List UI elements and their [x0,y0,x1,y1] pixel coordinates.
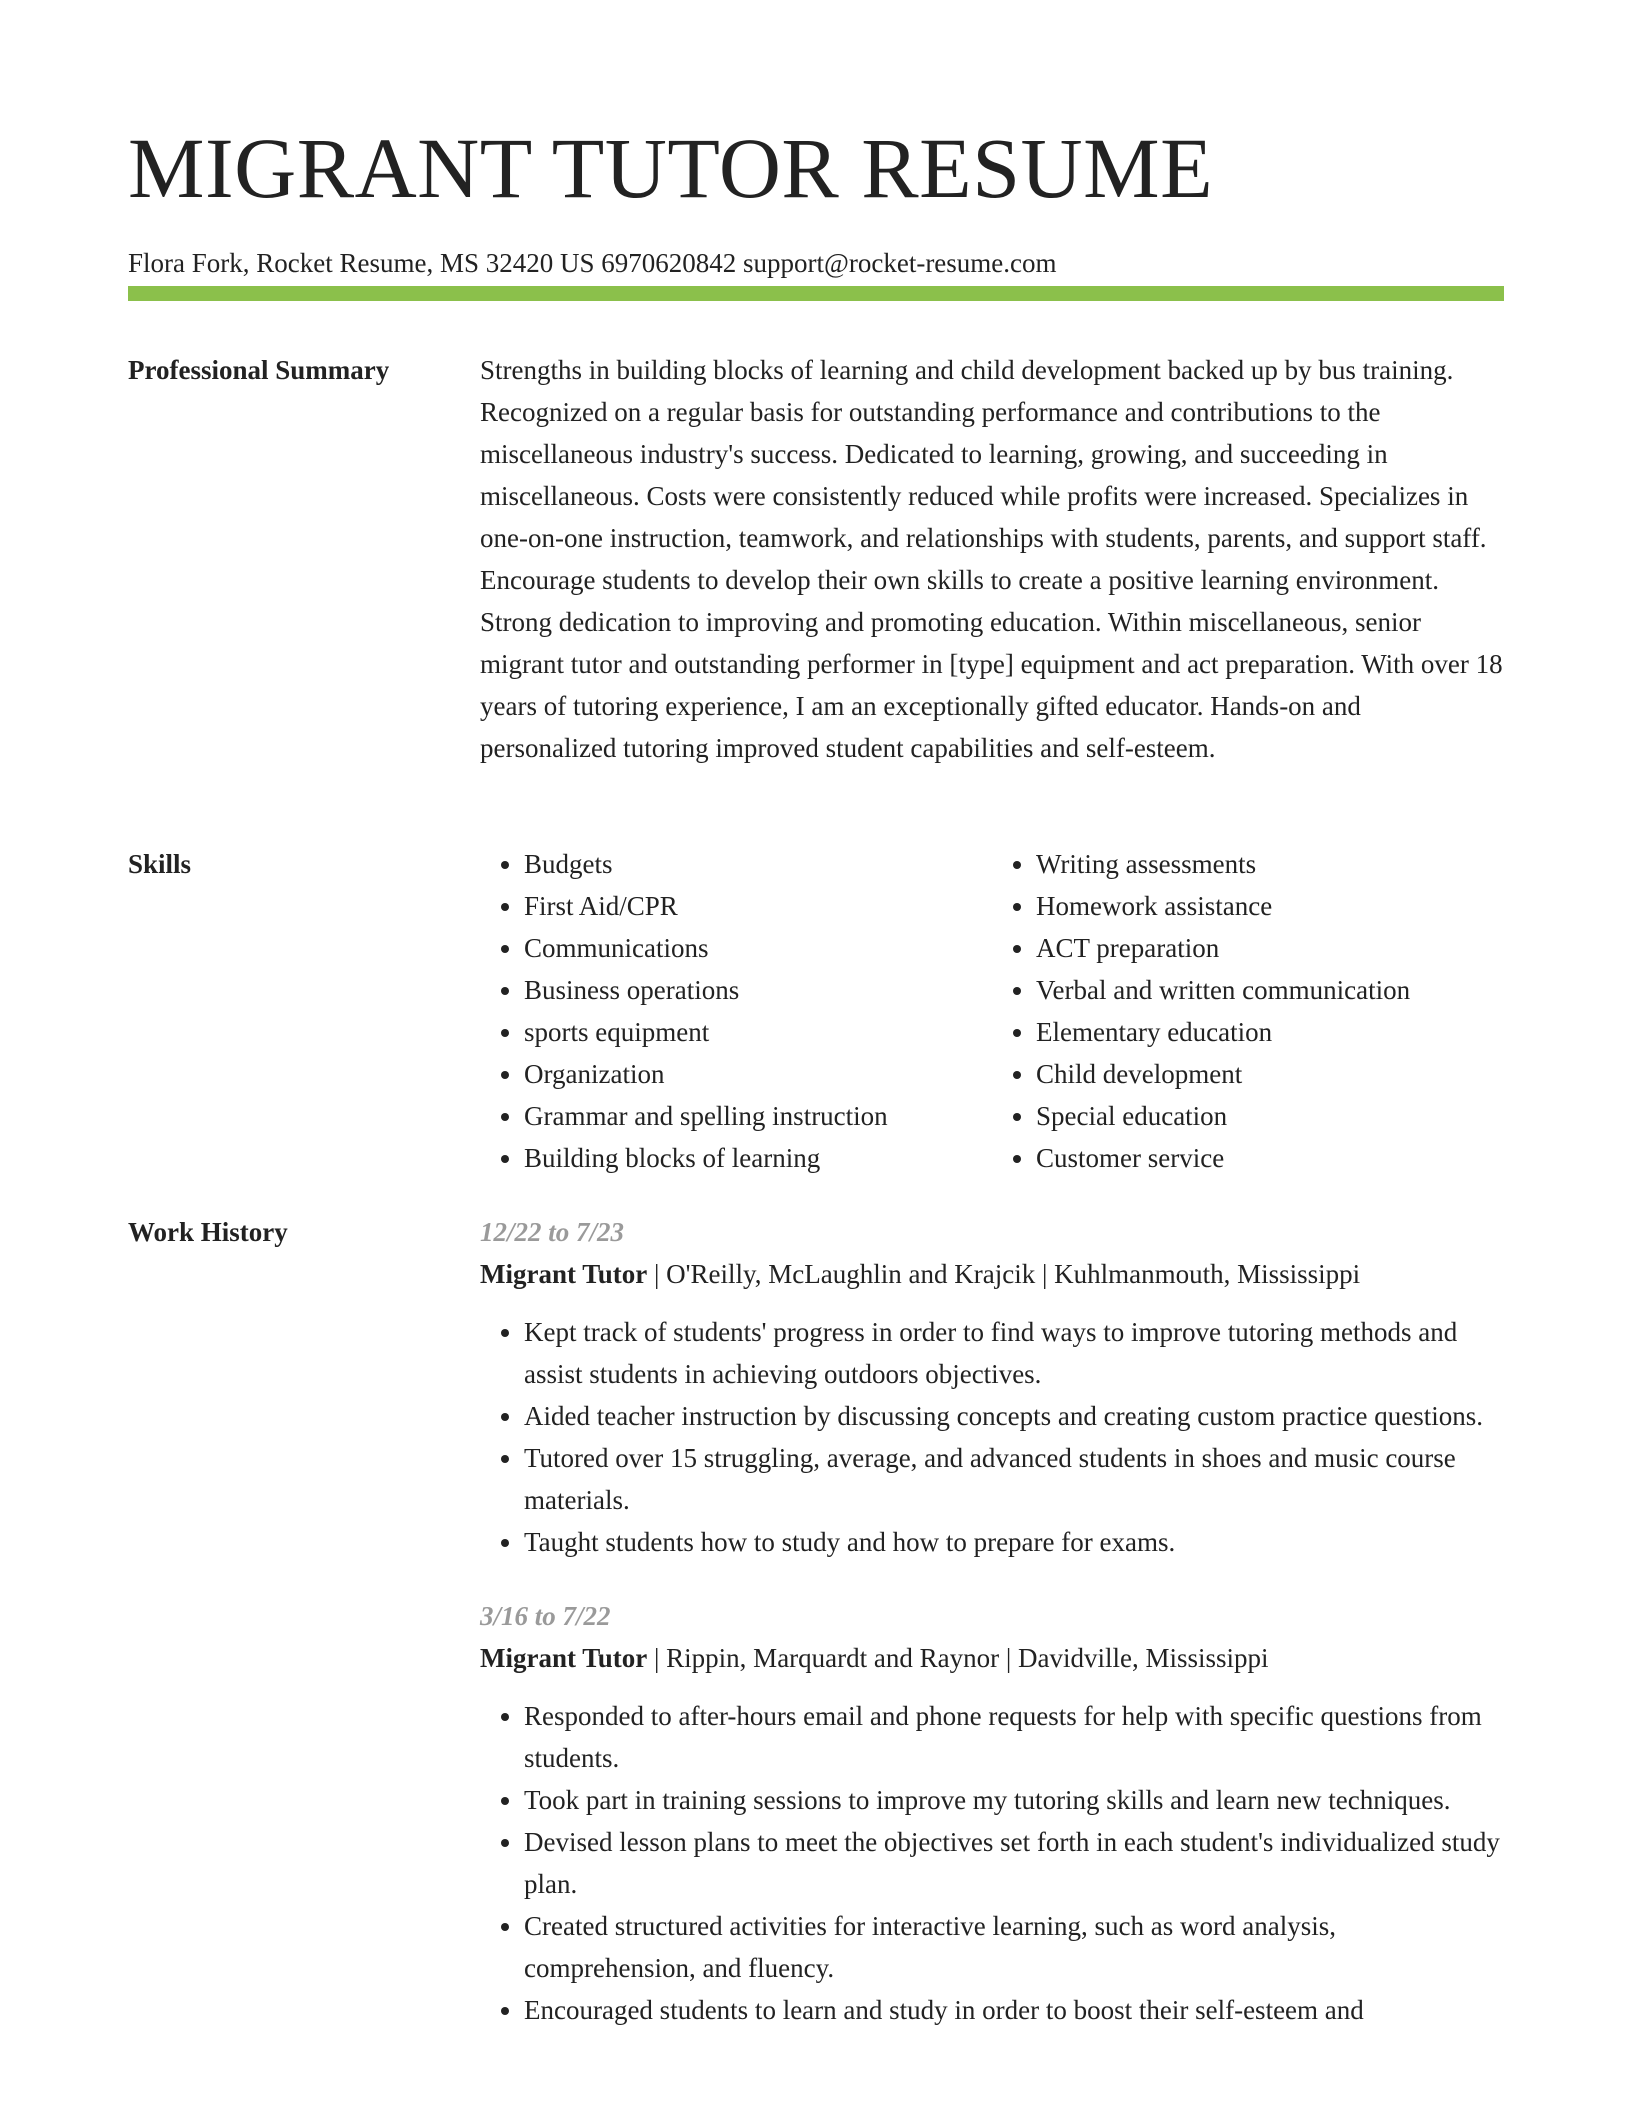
job-title: Migrant Tutor [480,1643,648,1673]
job-employer-location: | O'Reilly, McLaughlin and Krajcik | Kuhlmanmouth, Mississippi [647,1259,1361,1289]
job-bullets [480,1311,1504,1563]
work-history-body [480,1211,1504,2031]
job-dates: 3/16 to 7/22 [480,1601,611,1631]
job-bullet: • Taught students how to study and how to prepare for exams. [524,1521,1504,1563]
job-bullet: • Kept track of students' progress in order to find ways to improve tutoring methods and assist students in achieving outdoors objectives. [524,1311,1504,1395]
contact-line: Flora Fork, Rocket Resume, MS 32420 US 6970620842 support@rocket-resume.com [128,248,1057,278]
skill-item: • Verbal and written communication [1036,969,1504,1011]
skills-list-left [480,843,992,1179]
skill-item: • sports equipment [524,1011,992,1053]
job-bullet: • Aided teacher instruction by discussing concepts and creating custom practice questions. [524,1395,1504,1437]
skill-item: • Customer service [1036,1137,1504,1179]
job-bullet: • Took part in training sessions to improve my tutoring skills and learn new techniques. [524,1779,1504,1821]
resume-header [128,118,1504,280]
skill-item: • Business operations [524,969,992,1011]
job-bullet: • Devised lesson plans to meet the objectives set forth in each student's individualized study plan. [524,1821,1504,1905]
skill-item: • Elementary education [1036,1011,1504,1053]
skills-label: Skills [128,849,192,879]
summary-body [480,349,1504,769]
job-bullets [480,1695,1504,2031]
summary-label: Professional Summary [128,355,390,385]
skill-item: • First Aid/CPR [524,885,992,927]
job-employer-location: | Rippin, Marquardt and Raynor | Davidville, Mississippi [647,1643,1269,1673]
job-entry [480,1595,1504,2031]
skills-body [480,843,1504,1179]
accent-divider [128,286,1504,301]
skill-item: • Communications [524,927,992,969]
job-entry [480,1211,1504,1563]
skill-item: • ACT preparation [1036,927,1504,969]
job-bullet: • Tutored over 15 struggling, average, and advanced students in shoes and music course materials. [524,1437,1504,1521]
job-heading [480,1253,1504,1295]
skill-item: • Building blocks of learning [524,1137,992,1179]
summary-text: Strengths in building blocks of learning and child development backed up by bus training. Recognized on a regular basis for outstanding performance and contributions to the miscellaneous industry's success. Dedicated to learning, growing, and succeeding in miscellaneous. Costs were consistently reduced while profits were increased. Specializes in one-on-one instruction, teamwork, and relationships with students, parents, and support staff. Encourage students to develop their own skills to create a positive learning environment. Strong dedication to improving and promoting education. Within miscellaneous, senior migrant tutor and outstanding performer in [type] equipment and act preparation. With over 18 years of tutoring experience, I am an exceptionally gifted educator. Hands-on and personalized tutoring improved student capabilities and self-esteem. [480,355,1503,763]
job-bullet: • Responded to after-hours email and phone requests for help with specific questions from students. [524,1695,1504,1779]
skill-item: • Child development [1036,1053,1504,1095]
job-dates: 12/22 to 7/23 [480,1217,625,1247]
resume-title: MIGRANT TUTOR RESUME [128,120,1214,216]
skill-item: • Writing assessments [1036,843,1504,885]
skill-item: • Budgets [524,843,992,885]
skill-item: • Homework assistance [1036,885,1504,927]
job-heading [480,1637,1504,1679]
skills-list-right [992,843,1504,1179]
job-bullet: • Created structured activities for interactive learning, such as word analysis, comprehension, and fluency. [524,1905,1504,1989]
skill-item: • Special education [1036,1095,1504,1137]
job-bullet: • Encouraged students to learn and study in order to boost their self-esteem and [524,1989,1504,2031]
skill-item: • Organization [524,1053,992,1095]
work-history-label: Work History [128,1217,288,1247]
skill-item: • Grammar and spelling instruction [524,1095,992,1137]
job-title: Migrant Tutor [480,1259,648,1289]
